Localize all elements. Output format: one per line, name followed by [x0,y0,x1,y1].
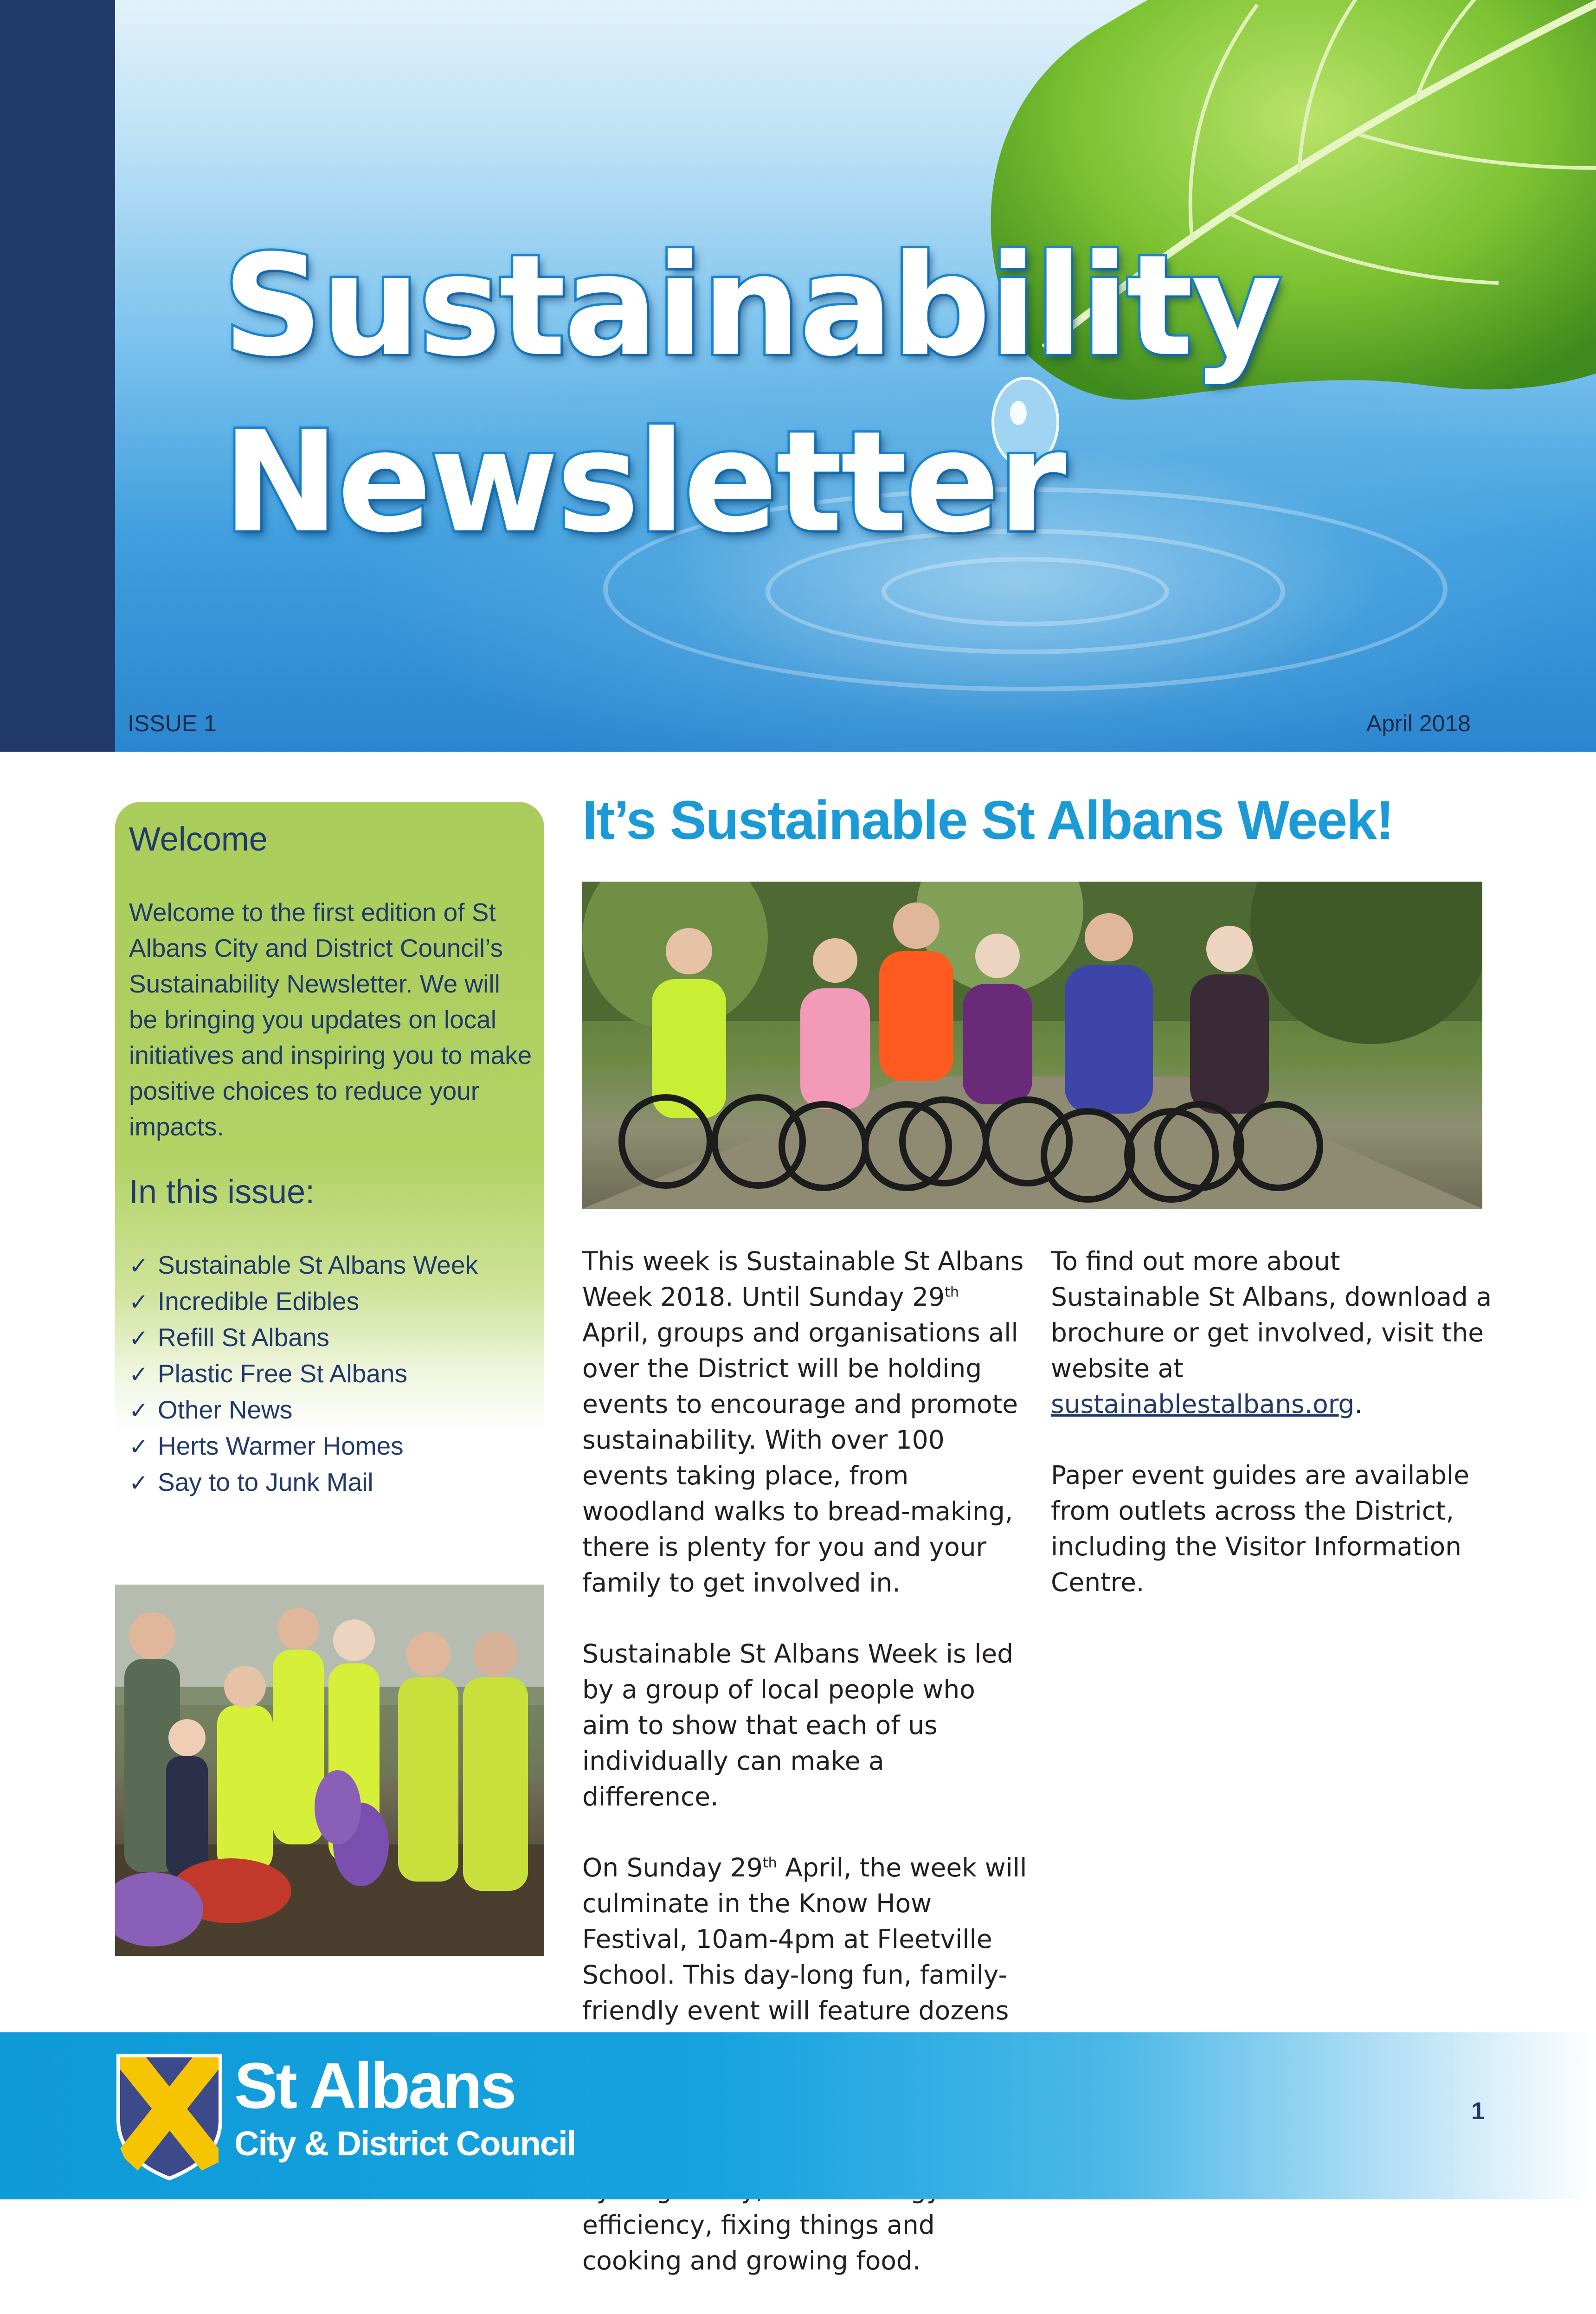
contents-item [129,1392,478,1428]
article-headline: It’s Sustainable St Albans Week! [582,790,1394,851]
council-subtitle: City & District Council [234,2124,576,2163]
welcome-sidebar [115,802,544,1591]
checkmark-icon: ✓ [129,1361,148,1388]
contents-item-label: Plastic Free St Albans [158,1359,408,1388]
article-paragraph: Paper event guides are available from outlets across the District, including the Visitor Information Centre. [1051,1460,1469,1597]
contents-item [129,1356,478,1392]
volunteers-photo [115,1585,544,1956]
welcome-text: Welcome to the first edition of St Albans City and District Council’s Sustainability Newsletter. We will be bringing you updates on local initiatives and inspiring you to make positive choices to reduce your impacts. [129,898,532,1141]
contents-item [129,1464,478,1501]
checkmark-icon: ✓ [129,1397,148,1424]
title-line-2: Newsletter [223,401,1065,563]
article-paragraph: This week is Sustainable St Albans Week 2018. Until Sunday 29th April, groups and organisations all over the District will be holding events to encourage and promote sustainability. With over 100 events taking place, from woodland walks to bread-making, there is plenty for you and your family to get involved in. [582,1246,1024,1598]
council-name: St Albans [234,2049,515,2122]
contents-item-label: Say to to Junk Mail [158,1468,373,1496]
contents-item [129,1428,478,1464]
issue-number: ISSUE 1 [128,710,217,736]
checkmark-icon: ✓ [129,1252,148,1279]
contents-item-label: Incredible Edibles [158,1287,360,1315]
article-column-2 [1051,1244,1496,1636]
newsletter-title [223,218,1280,571]
contents-item-label: Other News [158,1395,293,1424]
contents-item-label: Sustainable St Albans Week [158,1250,478,1279]
cyclists-photo [582,882,1482,1209]
page-number: 1 [1471,2098,1485,2125]
article-paragraph: To find out more about Sustainable St Albans, download a brochure or get involved, visit the website at sustainablestalbans.org. [1051,1246,1492,1419]
contents-item-label: Herts Warmer Homes [158,1431,404,1460]
checkmark-icon: ✓ [129,1470,148,1496]
contents-item-label: Refill St Albans [158,1323,329,1352]
council-footer [0,2032,1596,2199]
website-link[interactable]: sustainablestalbans.org [1051,1389,1355,1419]
article-paragraph: Sustainable St Albans Week is led by a group of local people who aim to show that each of us individually can make a difference. [582,1639,1014,1811]
in-this-issue-heading: In this issue: [129,1173,315,1211]
contents-item [129,1320,478,1356]
title-line-1: Sustainability [223,225,1281,387]
issue-date: April 2018 [1366,710,1471,736]
contents-list [129,1247,478,1501]
contents-item [129,1283,478,1320]
council-crest-icon [114,2051,225,2181]
welcome-heading: Welcome [129,821,268,858]
checkmark-icon: ✓ [129,1289,148,1315]
masthead [0,0,1596,752]
checkmark-icon: ✓ [129,1325,148,1352]
left-accent-band [0,0,115,752]
contents-item [129,1247,478,1283]
article-paragraph: On Sunday 29th April, the week will culminate in the Know How Festival, 10am-4pm at Fleetville School. This day-long fun, family-friendly event will feature dozens efficiency, fixing things and cooking and growing food. [582,1853,1027,2275]
checkmark-icon: ✓ [129,1433,148,1460]
